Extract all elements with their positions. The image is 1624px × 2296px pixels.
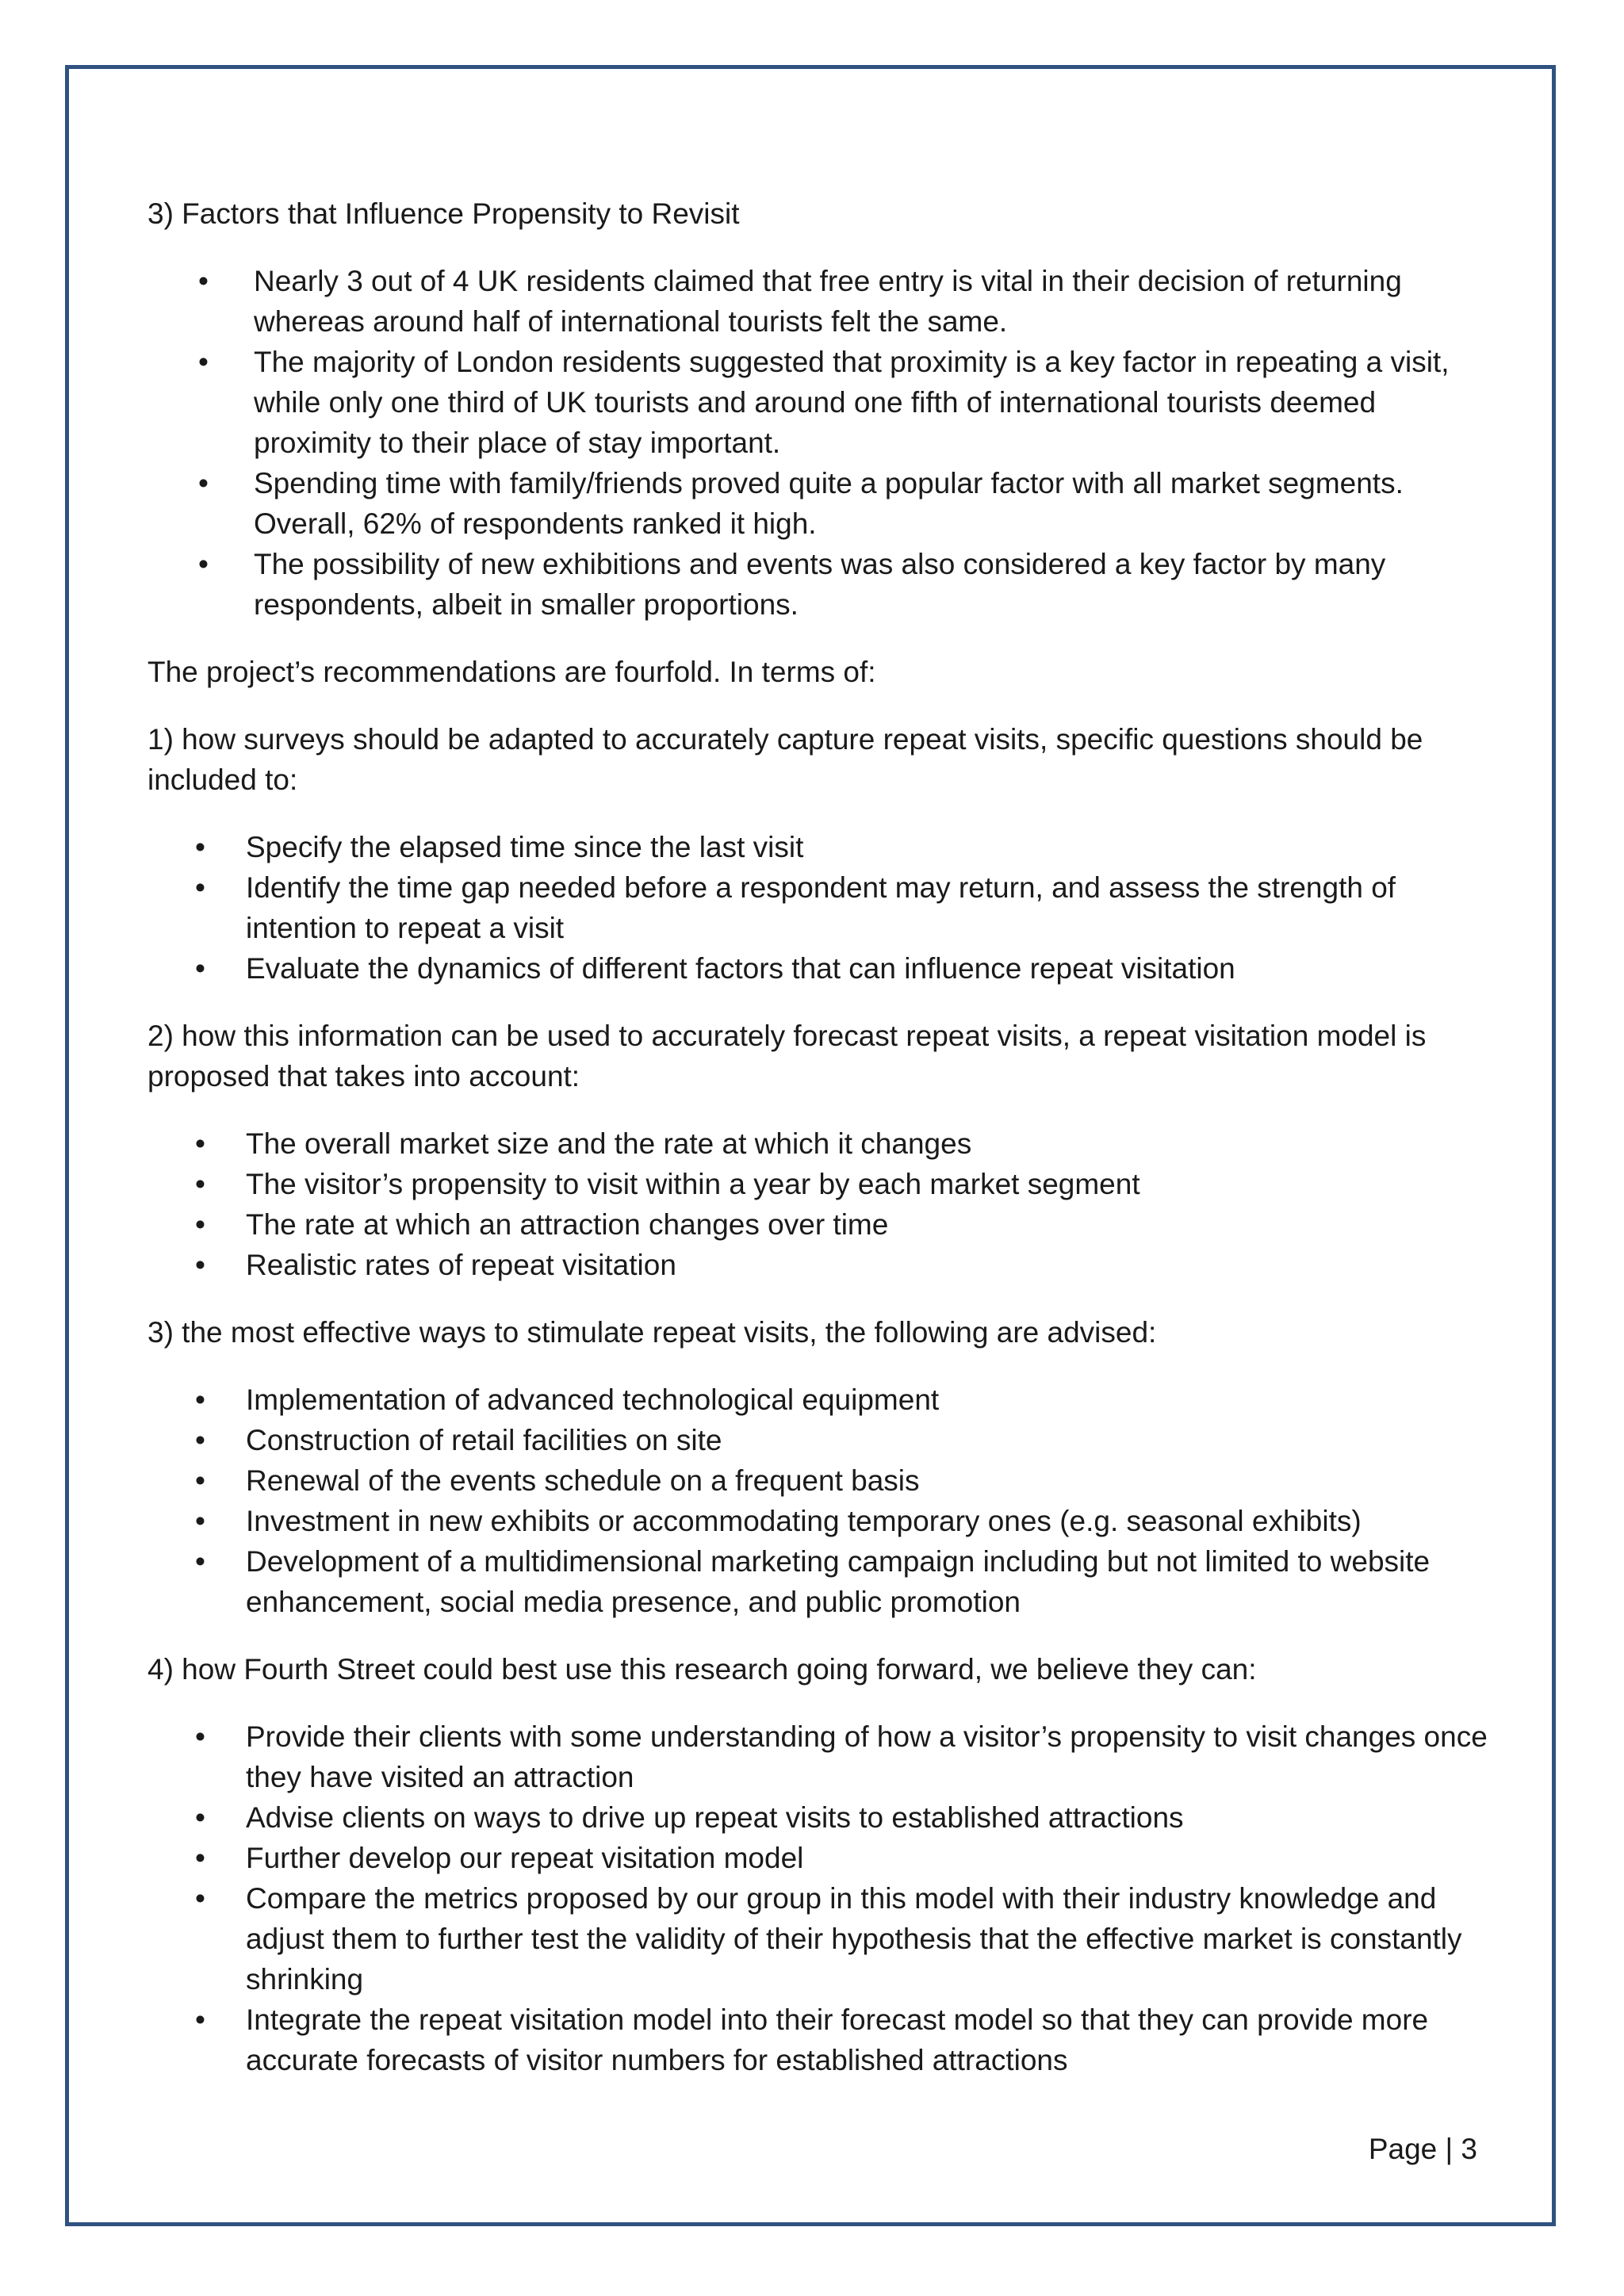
list-item: • The rate at which an attraction changes over time [246,1204,1488,1245]
list-item: • Renewal of the events schedule on a frequent basis [246,1460,1488,1501]
list-item: • The possibility of new exhibitions and events was also considered a key factor by many respondents, albeit in smaller proportions. [254,544,1488,625]
recommendation-3-heading: 3) the most effective ways to stimulate repeat visits, the following are advised: [147,1316,1157,1349]
list-item: • Integrate the repeat visitation model into their forecast model so that they can provide more accurate forecasts of visitor numbers for established attractions [246,1999,1488,2080]
list-item: • Evaluate the dynamics of different factors that can influence repeat visitation [246,948,1488,989]
recommendations-intro: The project’s recommendations are fourfold. In terms of: [147,656,876,688]
list-item: • Implementation of advanced technological equipment [246,1380,1488,1420]
list-item: • Further develop our repeat visitation model [246,1838,1488,1878]
list-item: • Spending time with family/friends proved quite a popular factor with all market segments. Overall, 62% of respondents ranked it high. [254,463,1488,544]
list-item: • Compare the metrics proposed by our group in this model with their industry knowledge and adjust them to further test the validity of their hypothesis that the effective market is constantly shrinking [246,1878,1488,1999]
list-item: • Identify the time gap needed before a respondent may return, and assess the strength of intention to repeat a visit [246,867,1488,948]
recommendation-1-heading: 1) how surveys should be adapted to accurately capture repeat visits, specific questions should be included to: [147,723,1423,796]
list-item: • Realistic rates of repeat visitation [246,1245,1488,1285]
recommendation-4-list [147,1716,1488,2080]
document-body [147,193,1488,2107]
recommendation-2-list [147,1123,1488,1285]
list-item: • Provide their clients with some understanding of how a visitor’s propensity to visit changes once they have visited an attraction [246,1716,1488,1797]
page-number: Page | 3 [1368,2133,1477,2165]
list-item: • Construction of retail facilities on site [246,1420,1488,1460]
factors-list [147,261,1488,625]
list-item: • Investment in new exhibits or accommodating temporary ones (e.g. seasonal exhibits) [246,1501,1488,1541]
recommendation-1-list [147,827,1488,989]
recommendation-3-list [147,1380,1488,1622]
list-item: • Development of a multidimensional marketing campaign including but not limited to website enhancement, social media presence, and public promotion [246,1541,1488,1622]
list-item: • Specify the elapsed time since the last visit [246,827,1488,867]
list-item: • The overall market size and the rate at which it changes [246,1123,1488,1164]
recommendation-2-heading: 2) how this information can be used to accurately forecast repeat visits, a repeat visitation model is proposed that takes into account: [147,1020,1427,1093]
list-item: • Advise clients on ways to drive up repeat visits to established attractions [246,1797,1488,1838]
list-item: • The visitor’s propensity to visit within a year by each market segment [246,1164,1488,1204]
section-heading: 3) Factors that Influence Propensity to Revisit [147,197,740,230]
recommendation-4-heading: 4) how Fourth Street could best use this research going forward, we believe they can: [147,1653,1257,1686]
list-item: • Nearly 3 out of 4 UK residents claimed that free entry is vital in their decision of returning whereas around half of international tourists felt the same. [254,261,1488,342]
list-item: • The majority of London residents suggested that proximity is a key factor in repeating a visit, while only one third of UK tourists and around one fifth of international tourists deemed proximity to their place of stay important. [254,342,1488,463]
